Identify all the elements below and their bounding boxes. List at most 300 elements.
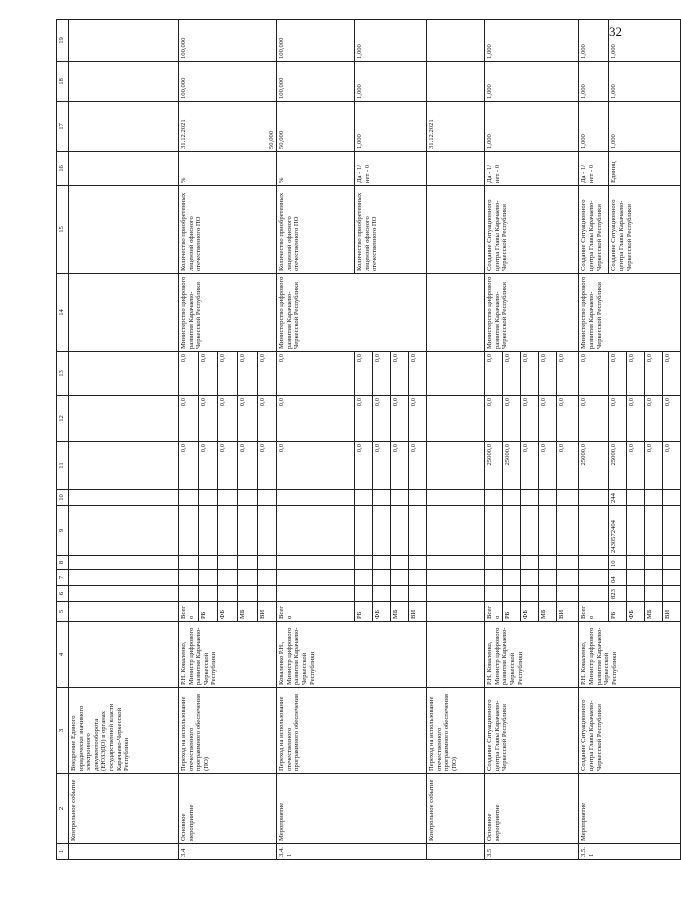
column-number-cell: 16 (57, 152, 69, 186)
event-type-cell: Контрольное событие (69, 774, 179, 844)
empty-cell (427, 352, 485, 396)
data-row (179, 20, 199, 860)
amount-cell: 25000,0 (503, 442, 521, 490)
unit-cell: Да - 1/ нет - 0 (355, 152, 427, 186)
empty-cell (427, 506, 485, 556)
empty-cell (69, 622, 179, 688)
empty-cell (69, 506, 179, 556)
column-number-cell: 15 (57, 186, 69, 274)
budget-code-cell (663, 506, 681, 556)
empty-cell (198, 490, 218, 506)
empty-cell (409, 556, 427, 570)
amount-cell: 0,0 (485, 352, 503, 396)
empty-cell (503, 586, 521, 602)
amount-cell: 0,0 (179, 352, 199, 396)
unit-cell: Единиц (609, 152, 681, 186)
date-label: 31.12.2021 (180, 119, 187, 149)
value-2023-cell: 100,000 (179, 20, 277, 62)
amount-cell: 25000,0 (609, 442, 627, 490)
empty-cell (521, 556, 539, 570)
amount-cell: 0,0 (355, 442, 373, 490)
table-body (57, 20, 681, 860)
amount-cell: 0,0 (218, 352, 238, 396)
budget-code-cell (663, 556, 681, 570)
empty-cell (391, 490, 409, 506)
amount-cell: 0,0 (355, 396, 373, 442)
empty-cell (277, 586, 355, 602)
page-number: 32 (609, 24, 622, 39)
amount-cell: 0,0 (503, 352, 521, 396)
item-number-cell: 3.4 (179, 844, 277, 860)
control-event-row (69, 20, 179, 860)
amount-cell: 0,0 (237, 396, 257, 442)
empty-cell (373, 556, 391, 570)
amount-cell: 0,0 (218, 396, 238, 442)
empty-cell (427, 442, 485, 490)
value-2021-cell: 1,000 (355, 102, 427, 152)
empty-cell (257, 506, 277, 556)
empty-cell (557, 556, 579, 570)
empty-cell (198, 506, 218, 556)
amount-cell: 0,0 (277, 442, 355, 490)
responsible-cell: Коваленко Р.Н., Министр цифрового развития Карачаево-Черкесской Республики (277, 622, 427, 688)
empty-cell (373, 570, 391, 586)
amount-cell: 0,0 (663, 442, 681, 490)
empty-cell (355, 570, 373, 586)
empty-cell (503, 490, 521, 506)
budget-code-cell: 10 (609, 556, 627, 570)
funding-source-cell: РБ (355, 602, 373, 622)
empty-cell (179, 506, 199, 556)
amount-cell: 0,0 (409, 352, 427, 396)
budget-code-cell (663, 586, 681, 602)
funding-source-cell: Всего (485, 602, 503, 622)
empty-cell (427, 570, 485, 586)
value-2022-cell: 1,000 (609, 62, 681, 102)
empty-cell (277, 490, 355, 506)
amount-cell: 0,0 (373, 442, 391, 490)
amount-cell: 0,0 (409, 396, 427, 442)
value-2023-cell: 1,000 (355, 20, 427, 62)
funding-source-cell: ФБ (627, 602, 645, 622)
column-number-cell: 2 (57, 774, 69, 844)
empty-cell (503, 570, 521, 586)
item-name-cell: Переход на использование отечественного программного обеспечения (ПО) (179, 688, 277, 774)
amount-cell: 0,0 (485, 396, 503, 442)
empty-cell (427, 274, 485, 352)
budget-code-cell (645, 506, 663, 556)
empty-cell (485, 570, 503, 586)
funding-source-cell: РБ (503, 602, 521, 622)
empty-cell (427, 602, 485, 622)
budget-code-cell: 2430572404 (609, 506, 627, 556)
empty-cell (409, 586, 427, 602)
empty-cell (69, 844, 179, 860)
funding-source-cell: ФБ (218, 602, 238, 622)
responsible-cell: Р.Н. Коваленко, Министр цифрового развития Карачаево-Черкесской Республики (179, 622, 277, 688)
program-table (56, 19, 681, 860)
event-name-cell: Внедрение Единого юридически значимого электронного документооборота (ЕЮЗЭДО) в органах государственной власти Карачаево-Черкесской Республики (69, 688, 179, 774)
funding-source-cell: ВИ (257, 602, 277, 622)
empty-cell (218, 570, 238, 586)
control-event-row (427, 20, 485, 860)
amount-cell: 0,0 (539, 396, 557, 442)
budget-code-cell (627, 570, 645, 586)
empty-cell (485, 586, 503, 602)
empty-cell (237, 570, 257, 586)
amount-cell: 0,0 (645, 442, 663, 490)
empty-cell (373, 506, 391, 556)
empty-cell (557, 490, 579, 506)
responsible-cell: Р.Н. Коваленко, Министр цифрового развития Карачаево-Черкесской Республики (579, 622, 681, 688)
column-number-cell: 11 (57, 442, 69, 490)
empty-cell (521, 570, 539, 586)
empty-cell (69, 152, 179, 186)
empty-cell (427, 186, 485, 274)
budget-code-cell (645, 490, 663, 506)
budget-code-cell (663, 570, 681, 586)
funding-source-cell: МБ (539, 602, 557, 622)
amount-cell: 0,0 (557, 352, 579, 396)
empty-cell (503, 556, 521, 570)
empty-cell (557, 586, 579, 602)
amount-cell: 0,0 (391, 442, 409, 490)
empty-cell (539, 586, 557, 602)
empty-cell (198, 570, 218, 586)
amount-cell: 0,0 (539, 352, 557, 396)
amount-cell: 0,0 (663, 396, 681, 442)
budget-code-cell (627, 506, 645, 556)
event-type-cell: Контрольное событие (427, 774, 485, 844)
amount-cell: 0,0 (609, 396, 627, 442)
empty-cell (539, 490, 557, 506)
amount-cell: 0,0 (198, 396, 218, 442)
executor-cell: Министерство цифрового развития Карачаево-Черкесской Республики (485, 274, 579, 352)
item-number-cell: 3.4.1 (277, 844, 427, 860)
item-name-cell: Переход на использование отечественного программного обеспечения (277, 688, 427, 774)
value-2023-cell: 1,000 (579, 20, 609, 62)
amount-cell: 0,0 (539, 442, 557, 490)
empty-cell (557, 570, 579, 586)
date-cell: 31.12.2021 (427, 102, 485, 152)
column-number-cell: 4 (57, 622, 69, 688)
empty-cell (69, 586, 179, 602)
value-2022-cell: 100,000 (277, 62, 355, 102)
budget-code-cell (579, 556, 609, 570)
empty-cell (257, 490, 277, 506)
empty-cell (427, 62, 485, 102)
header-row (57, 20, 69, 860)
amount-cell: 0,0 (645, 352, 663, 396)
indicator-name-cell: Создание Ситуационного центра Главы Карачаево-Черкесской Республики (485, 186, 579, 274)
value-2022-cell: 1,000 (579, 62, 609, 102)
amount-cell: 0,0 (557, 442, 579, 490)
unit-cell: Да - 1/ нет - 0 (579, 152, 609, 186)
empty-cell (69, 602, 179, 622)
item-name-cell: Создание Ситуационного центра Главы Карачаево-Черкесской Республики (579, 688, 681, 774)
empty-cell (237, 490, 257, 506)
indicator-name-cell: Количество приобретенных лицензий офисного отечественного ПО (179, 186, 277, 274)
empty-cell (69, 570, 179, 586)
budget-code-cell (645, 556, 663, 570)
empty-cell (427, 20, 485, 62)
column-number-cell: 5 (57, 602, 69, 622)
column-number-cell: 12 (57, 396, 69, 442)
amount-cell: 0,0 (579, 352, 609, 396)
empty-cell (391, 556, 409, 570)
amount-cell: 0,0 (627, 442, 645, 490)
funding-source-cell: МБ (645, 602, 663, 622)
budget-code-cell (627, 556, 645, 570)
value-2023-cell: 100,000 (277, 20, 355, 62)
funding-source-cell: ФБ (521, 602, 539, 622)
empty-cell (179, 556, 199, 570)
empty-cell (198, 556, 218, 570)
budget-code-cell (579, 506, 609, 556)
empty-cell (521, 490, 539, 506)
event-name-cell: Переход на использование отечественного программного обеспечения (ПО) (427, 688, 485, 774)
amount-cell: 0,0 (257, 352, 277, 396)
amount-cell: 0,0 (521, 396, 539, 442)
empty-cell (391, 586, 409, 602)
budget-code-cell (645, 570, 663, 586)
column-number-cell: 7 (57, 570, 69, 586)
empty-cell (69, 20, 179, 62)
empty-cell (355, 490, 373, 506)
amount-cell: 0,0 (627, 352, 645, 396)
empty-cell (277, 556, 355, 570)
amount-cell: 0,0 (237, 442, 257, 490)
empty-cell (391, 570, 409, 586)
data-row (579, 20, 609, 860)
empty-cell (257, 556, 277, 570)
empty-cell (277, 506, 355, 556)
empty-cell (391, 506, 409, 556)
funding-source-cell: Всего (179, 602, 199, 622)
item-type-cell: Мероприятие (579, 774, 681, 844)
empty-cell (69, 352, 179, 396)
empty-cell (427, 622, 485, 688)
amount-cell: 0,0 (355, 352, 373, 396)
amount-cell: 0,0 (237, 352, 257, 396)
item-type-cell: Мероприятие (277, 774, 427, 844)
funding-source-cell: Всего (579, 602, 609, 622)
data-row (485, 20, 503, 860)
empty-cell (69, 102, 179, 152)
funding-source-cell: ФБ (373, 602, 391, 622)
amount-cell: 0,0 (663, 352, 681, 396)
amount-cell: 0,0 (579, 396, 609, 442)
empty-cell (179, 490, 199, 506)
empty-cell (69, 186, 179, 274)
column-number-cell: 14 (57, 274, 69, 352)
budget-code-cell (627, 490, 645, 506)
budget-code-cell: 04 (609, 570, 627, 586)
empty-cell (179, 570, 199, 586)
empty-cell (218, 490, 238, 506)
empty-cell (69, 556, 179, 570)
column-number-cell: 17 (57, 102, 69, 152)
empty-cell (69, 274, 179, 352)
amount-cell: 0,0 (179, 442, 199, 490)
empty-cell (409, 490, 427, 506)
indicator-name-cell: Создание Ситуационного центра Главы Карачаево-Черкесской Республики (609, 186, 681, 274)
funding-source-cell: ВИ (663, 602, 681, 622)
data-row (277, 20, 355, 860)
value-2021-cell (179, 102, 277, 152)
budget-code-cell (645, 586, 663, 602)
empty-cell (485, 506, 503, 556)
unit-cell: % (277, 152, 355, 186)
responsible-cell: Р.Н. Коваленко, Министр цифрового развития Карачаево-Черкесской Республики (485, 622, 579, 688)
budget-code-cell (627, 586, 645, 602)
budget-code-cell (579, 490, 609, 506)
value-2021-cell: 1,000 (579, 102, 609, 152)
empty-cell (427, 844, 485, 860)
amount-cell: 0,0 (627, 396, 645, 442)
amount-cell: 0,0 (198, 352, 218, 396)
empty-cell (427, 586, 485, 602)
empty-cell (521, 506, 539, 556)
column-number-cell: 8 (57, 556, 69, 570)
budget-code-cell: 823 (609, 586, 627, 602)
indicator-name-cell: Количество приобретенных лицензий офисного отечественного ПО (355, 186, 427, 274)
amount-cell: 0,0 (391, 396, 409, 442)
indicator-name-cell: Количество приобретенных лицензий офисного отечественного ПО (277, 186, 355, 274)
unit-cell: Да - 1/ нет - 0 (485, 152, 579, 186)
column-number-cell: 18 (57, 62, 69, 102)
empty-cell (198, 586, 218, 602)
rotated-table-container (56, 34, 672, 860)
budget-code-cell (663, 490, 681, 506)
funding-source-cell: РБ (609, 602, 627, 622)
empty-cell (218, 586, 238, 602)
column-number-cell: 3 (57, 688, 69, 774)
empty-cell (218, 556, 238, 570)
value-2023-cell: 1,000 (485, 20, 579, 62)
budget-code-cell (579, 586, 609, 602)
amount-cell: 0,0 (409, 442, 427, 490)
amount-cell: 0,0 (257, 396, 277, 442)
empty-cell (539, 506, 557, 556)
empty-cell (539, 570, 557, 586)
value-2022-cell: 1,000 (485, 62, 579, 102)
amount-cell: 0,0 (557, 396, 579, 442)
item-number-cell: 3.5 (485, 844, 579, 860)
empty-cell (485, 490, 503, 506)
amount-cell: 0,0 (277, 396, 355, 442)
empty-cell (427, 556, 485, 570)
empty-cell (179, 586, 199, 602)
amount-cell: 0,0 (373, 352, 391, 396)
empty-cell (69, 62, 179, 102)
empty-cell (257, 586, 277, 602)
empty-cell (277, 570, 355, 586)
item-number-cell: 3.5.1 (579, 844, 681, 860)
amount-cell: 0,0 (391, 352, 409, 396)
budget-code-cell: 244 (609, 490, 627, 506)
amount-cell: 0,0 (521, 442, 539, 490)
amount-cell: 0,0 (179, 396, 199, 442)
empty-cell (237, 506, 257, 556)
value-2023-cell: 1,000 (609, 20, 681, 62)
amount-cell: 0,0 (645, 396, 663, 442)
funding-source-cell: МБ (237, 602, 257, 622)
amount-cell: 0,0 (218, 442, 238, 490)
empty-cell (503, 506, 521, 556)
empty-cell (373, 490, 391, 506)
budget-code-cell (579, 570, 609, 586)
amount-cell: 25000,0 (485, 442, 503, 490)
indicator-name-cell: Создание Ситуационного центра Главы Карачаево-Черкесской Республики (579, 186, 609, 274)
column-number-cell: 13 (57, 352, 69, 396)
empty-cell (257, 570, 277, 586)
empty-cell (373, 586, 391, 602)
empty-cell (237, 586, 257, 602)
empty-cell (69, 490, 179, 506)
empty-cell (427, 396, 485, 442)
amount-cell: 0,0 (609, 352, 627, 396)
empty-cell (218, 506, 238, 556)
funding-source-cell: РБ (198, 602, 218, 622)
amount-cell: 25000,0 (579, 442, 609, 490)
amount-cell: 0,0 (521, 352, 539, 396)
funding-source-cell: МБ (391, 602, 409, 622)
value-label: 50,000 (267, 130, 275, 149)
empty-cell (69, 396, 179, 442)
value-2022-cell: 100,000 (179, 62, 277, 102)
item-name-cell: Создание Ситуационного центра Главы Карачаево-Черкесской Республики (485, 688, 579, 774)
empty-cell (557, 506, 579, 556)
empty-cell (355, 506, 373, 556)
amount-cell: 0,0 (503, 396, 521, 442)
value-2022-cell: 1,000 (355, 62, 427, 102)
empty-cell (409, 570, 427, 586)
empty-cell (539, 556, 557, 570)
value-2021-cell (485, 102, 579, 152)
empty-cell (521, 586, 539, 602)
empty-cell (355, 586, 373, 602)
empty-cell (485, 556, 503, 570)
executor-cell: Министерство цифрового развития Карачаево-Черкесской Республики (179, 274, 277, 352)
funding-source-cell: ВИ (409, 602, 427, 622)
item-type-cell: Основное мероприятие (485, 774, 579, 844)
empty-cell (427, 152, 485, 186)
empty-cell (69, 442, 179, 490)
item-type-cell: Основное мероприятие (179, 774, 277, 844)
unit-cell: % (179, 152, 277, 186)
empty-cell (409, 506, 427, 556)
funding-source-cell: Всего (277, 602, 355, 622)
empty-cell (237, 556, 257, 570)
amount-cell: 0,0 (257, 442, 277, 490)
empty-cell (427, 490, 485, 506)
column-number-cell: 10 (57, 490, 69, 506)
amount-cell: 0,0 (373, 396, 391, 442)
value-2021-cell: 1,000 (609, 102, 681, 152)
executor-cell: Министерство цифрового развития Карачаево-Черкесской Республики (277, 274, 427, 352)
value-label: 1,000 (486, 134, 494, 149)
executor-cell: Министерство цифрового развития Карачаево-Черкесской Республики (579, 274, 681, 352)
column-number-cell: 9 (57, 506, 69, 556)
column-number-cell: 1 (57, 844, 69, 860)
amount-cell: 0,0 (277, 352, 355, 396)
amount-cell: 0,0 (198, 442, 218, 490)
column-number-cell: 6 (57, 586, 69, 602)
empty-cell (355, 556, 373, 570)
value-2021-cell: 50,000 (277, 102, 355, 152)
column-number-cell: 19 (57, 20, 69, 62)
